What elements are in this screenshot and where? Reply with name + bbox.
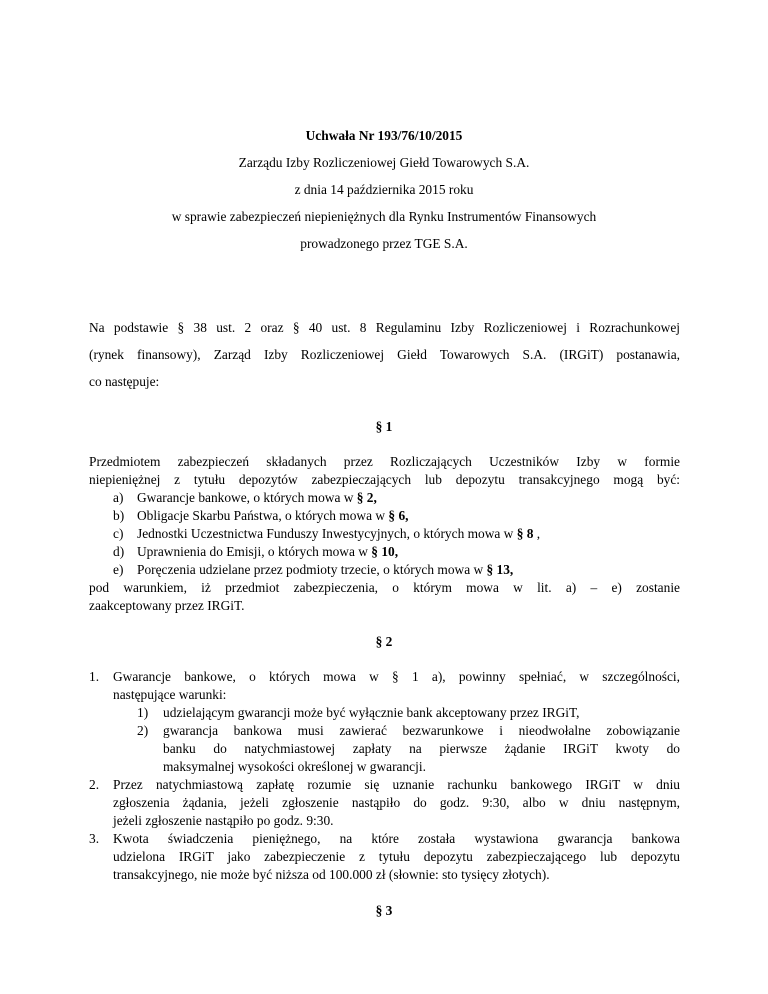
point-1-line-1: Gwarancje bankowe, o których mowa w § 1 a), powinny spełniać, w szczególności, — [113, 669, 680, 684]
subpoint-2-line-1: gwarancja bankowa musi zawierać bezwarunkowe i nieodwołalne zobowiązanie — [163, 723, 680, 738]
resolution-title: Uchwała Nr 193/76/10/2015 — [305, 128, 463, 143]
point-3-line-3: transakcyjnego, nie może być niższa od 100.000 zł (słownie: sto tysięcy złotych). — [113, 867, 550, 882]
date-line: z dnia 14 października 2015 roku — [294, 182, 474, 197]
issuer-line: Zarządu Izby Rozliczeniowej Giełd Towarowych S.A. — [238, 155, 530, 170]
section-2-heading: § 2 — [375, 634, 393, 649]
point-2-line-1: Przez natychmiastową zapłatę rozumie się uznanie rachunku bankowego IRGiT w dniu — [113, 777, 680, 792]
item-a-label: a) — [113, 490, 124, 505]
point-3-line-2: udzielona IRGiT jako zabezpieczenie z tytułu depozytu zabezpieczającego lub depozytu — [113, 849, 680, 864]
preamble-line-3: co następuje: — [89, 374, 160, 389]
section-1-outro-2: zaakceptowany przez IRGiT. — [89, 598, 245, 613]
item-d-text: Uprawnienia do Emisji, o których mowa w — [137, 544, 372, 559]
point-1-number: 1. — [89, 669, 100, 684]
section-1-intro-2: niepieniężnej z tytułu depozytów zabezpieczających lub depozytu transakcyjnego mogą być: — [89, 472, 680, 487]
item-b-label: b) — [113, 508, 125, 523]
point-2-number: 2. — [89, 777, 100, 792]
section-1-intro-1: Przedmiotem zabezpieczeń składanych przez Rozliczających Uczestników Izby w formie — [89, 454, 680, 469]
preamble-line-1: Na podstawie § 38 ust. 2 oraz § 40 ust. 8 Regulaminu Izby Rozliczeniowej i Rozrachunkowej — [89, 320, 680, 335]
item-e-label: e) — [113, 562, 124, 577]
subpoint-2-line-2: banku do natychmiastowej zapłaty na pierwsze żądanie IRGiT kwoty do — [163, 741, 680, 756]
item-e-ref: § 13, — [486, 562, 514, 577]
point-1-line-2: następujące warunki: — [113, 687, 227, 702]
item-c-label: c) — [113, 526, 124, 541]
item-b — [137, 508, 409, 524]
preamble-line-2: (rynek finansowy), Zarząd Izby Rozliczeniowej Giełd Towarowych S.A. (IRGiT) postanawia, — [89, 347, 680, 362]
item-a-ref: § 2, — [356, 490, 377, 505]
section-1-heading: § 1 — [375, 419, 393, 434]
item-e — [137, 562, 513, 578]
item-a-text: Gwarancje bankowe, o których mowa w — [137, 490, 357, 505]
item-e-text: Poręczenia udzielane przez podmioty trzecie, o których mowa w — [137, 562, 487, 577]
item-d — [137, 544, 398, 560]
subpoint-2-line-3: maksymalnej wysokości określonej w gwarancji. — [163, 759, 426, 774]
subject-line-2: prowadzonego przez TGE S.A. — [300, 236, 468, 251]
item-b-text: Obligacje Skarbu Państwa, o których mowa w — [137, 508, 389, 523]
subpoint-1-text: udzielającym gwarancji może być wyłącznie bank akceptowany przez IRGiT, — [163, 705, 580, 720]
subpoint-1-number: 1) — [137, 705, 149, 720]
point-3-number: 3. — [89, 831, 100, 846]
item-c-text: Jednostki Uczestnictwa Funduszy Inwestycyjnych, o których mowa w — [137, 526, 517, 541]
item-d-ref: § 10, — [371, 544, 399, 559]
item-b-ref: § 6, — [388, 508, 409, 523]
item-c-ref: § 8 — [516, 526, 534, 541]
subject-line: w sprawie zabezpieczeń niepieniężnych dla Rynku Instrumentów Finansowych — [171, 209, 597, 224]
subpoint-2-number: 2) — [137, 723, 149, 738]
item-a — [137, 490, 377, 506]
item-d-label: d) — [113, 544, 125, 559]
item-c-tail: , — [533, 526, 541, 541]
point-2-line-3: jeżeli zgłoszenie nastąpiło po godz. 9:30. — [113, 813, 334, 828]
item-c — [137, 526, 540, 542]
section-3-heading: § 3 — [375, 903, 393, 918]
point-2-line-2: zgłoszenia żądania, jeżeli zgłoszenie nastąpiło do godz. 9:30, albo w dniu następnym, — [113, 795, 680, 810]
point-3-line-1: Kwota świadczenia pieniężnego, na które została wystawiona gwarancja bankowa — [113, 831, 680, 846]
section-1-outro-1: pod warunkiem, iż przedmiot zabezpieczenia, o którym mowa w lit. a) – e) zostanie — [89, 580, 680, 595]
